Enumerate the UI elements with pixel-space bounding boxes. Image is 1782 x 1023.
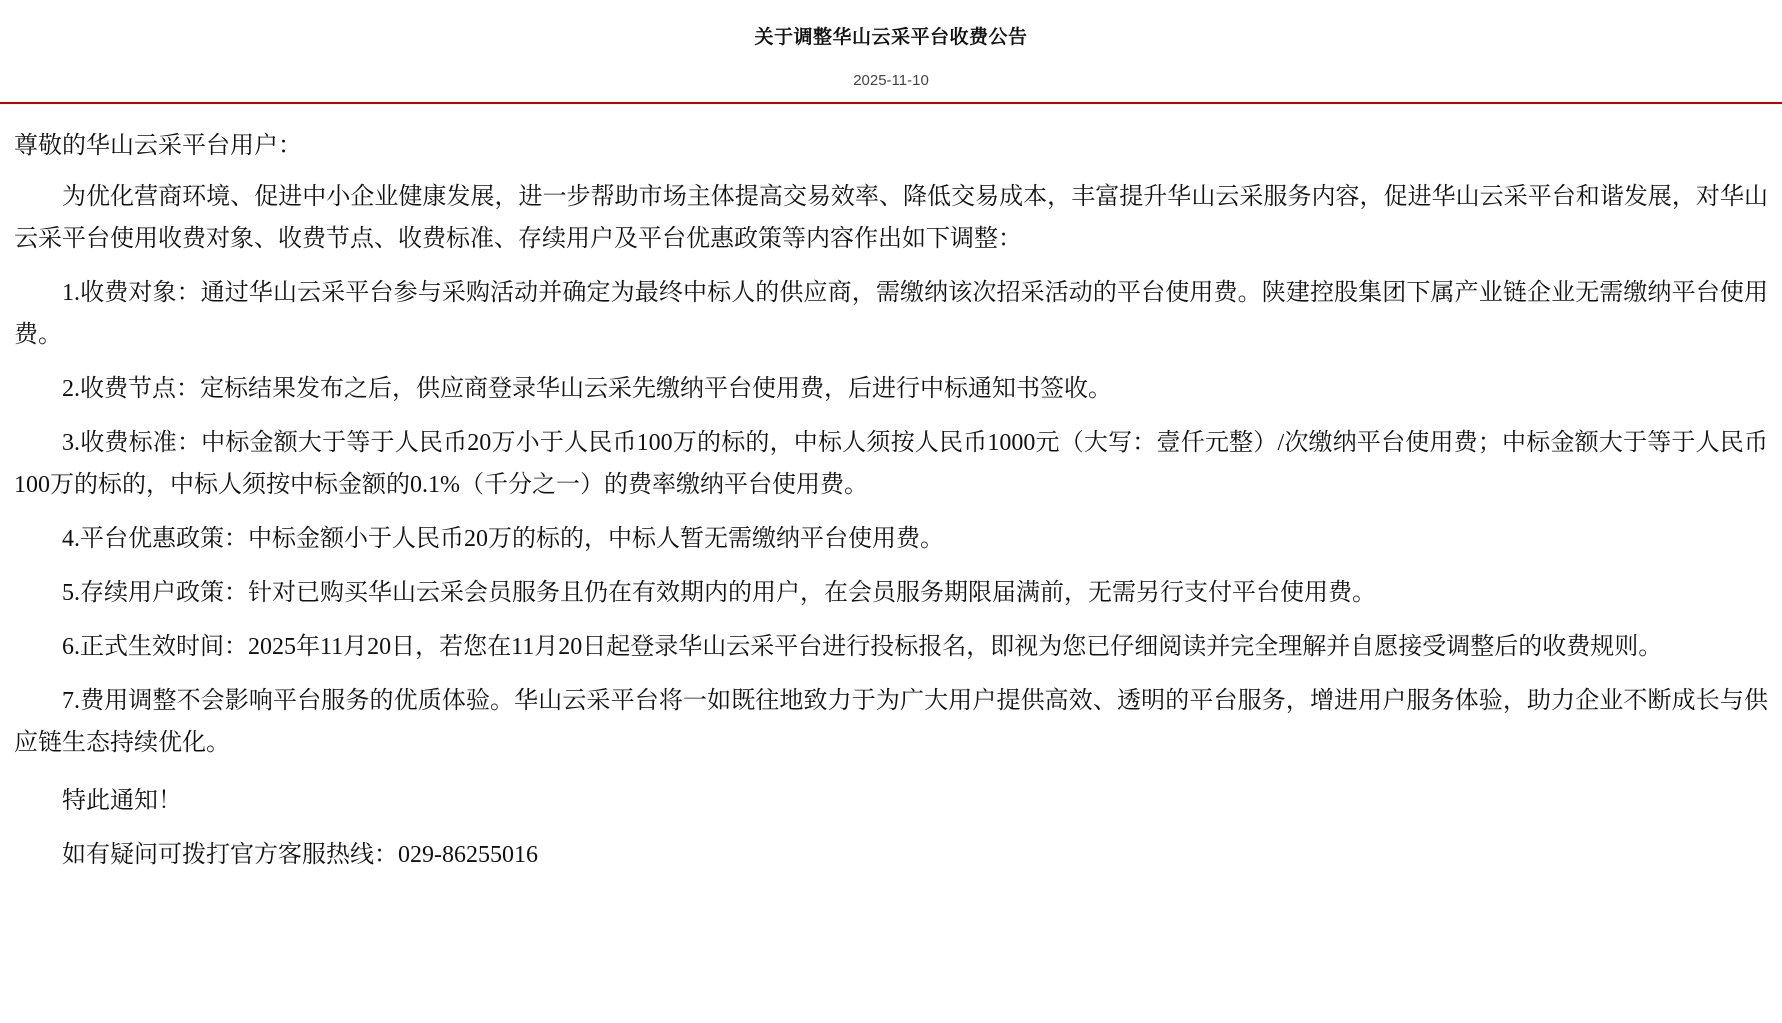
page-title: 关于调整华山云采平台收费公告 <box>754 27 1028 48</box>
paragraph-charge-target: 1.收费对象：通过华山云采平台参与采购活动并确定为最终中标人的供应商，需缴纳该次招采活动的平台使用费。陕建控股集团下属产业链企业无需缴纳平台使用费。 <box>14 280 1768 348</box>
paragraph-intro: 为优化营商环境、促进中小企业健康发展，进一步帮助市场主体提高交易效率、降低交易成本，丰富提升华山云采服务内容，促进华山云采平台和谐发展，对华山云采平台使用收费对象、收费节点、收费标准、存续用户及平台优惠政策等内容作出如下调整： <box>14 184 1768 252</box>
publish-date: 2025-11-10 <box>853 72 929 89</box>
paragraph-service-quality: 7.费用调整不会影响平台服务的优质体验。华山云采平台将一如既往地致力于为广大用户提供高效、透明的平台服务，增进用户服务体验，助力企业不断成长与供应链生态持续优化。 <box>14 688 1768 756</box>
paragraph-charge-node: 2.收费节点：定标结果发布之后，供应商登录华山云采先缴纳平台使用费，后进行中标通知书签收。 <box>62 376 1112 402</box>
paragraph-charge-standard: 3.收费标准：中标金额大于等于人民币20万小于人民币100万的标的，中标人须按人民币1000元（大写：壹仟元整）/次缴纳平台使用费；中标金额大于等于人民币100万的标的，中标人须按中标金额的0.1%（千分之一）的费率缴纳平台使用费。 <box>14 430 1768 498</box>
closing-note: 特此通知！ <box>62 788 182 814</box>
paragraph-effective-time: 6.正式生效时间：2025年11月20日，若您在11月20日起登录华山云采平台进行投标报名，即视为您已仔细阅读并完全理解并自愿接受调整后的收费规则。 <box>62 634 1663 660</box>
contact-hotline: 如有疑问可拨打官方客服热线：029-86255016 <box>62 842 538 868</box>
announcement-header <box>0 0 1782 104</box>
salutation: 尊敬的华山云采平台用户： <box>14 133 302 159</box>
paragraph-discount-policy: 4.平台优惠政策：中标金额小于人民币20万的标的，中标人暂无需缴纳平台使用费。 <box>62 526 944 552</box>
announcement-body <box>0 104 1782 876</box>
paragraph-existing-user-policy: 5.存续用户政策：针对已购买华山云采会员服务且仍在有效期内的用户，在会员服务期限届满前，无需另行支付平台使用费。 <box>62 580 1376 606</box>
